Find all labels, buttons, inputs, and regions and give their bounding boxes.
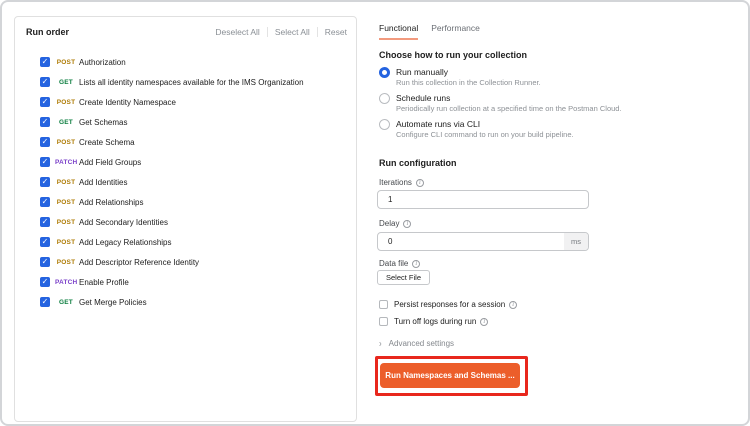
action-separator	[267, 27, 268, 37]
radio-selected-icon[interactable]	[379, 67, 390, 78]
request-row[interactable]	[40, 52, 350, 72]
option-label: Schedule runs	[396, 93, 451, 103]
checkbox-label	[394, 317, 488, 326]
request-checkbox[interactable]: ✓	[41, 117, 49, 126]
request-row[interactable]	[40, 72, 350, 92]
option-description: Run this collection in the Collection Runner.	[396, 78, 541, 87]
request-row[interactable]	[40, 272, 350, 292]
method-label: GET	[59, 298, 73, 306]
run-mode-option-schedule-runs	[379, 92, 744, 114]
request-row[interactable]	[40, 172, 350, 192]
request-name: Get Schemas	[79, 117, 128, 127]
request-row[interactable]	[40, 292, 350, 312]
method-label: POST	[56, 238, 76, 246]
request-checkbox[interactable]: ✓	[41, 237, 49, 246]
request-checkbox[interactable]: ✓	[41, 157, 49, 166]
info-icon[interactable]: i	[403, 220, 411, 228]
runner-settings-panel	[377, 2, 748, 424]
select-file-button[interactable]: Select File	[377, 270, 430, 285]
info-icon[interactable]: i	[480, 318, 488, 326]
tab-performance[interactable]: Performance	[431, 23, 480, 33]
info-icon[interactable]: i	[509, 301, 517, 309]
request-checkbox[interactable]: ✓	[41, 277, 49, 286]
info-icon[interactable]: i	[412, 260, 420, 268]
radio-row[interactable]	[379, 118, 744, 130]
iterations-input[interactable]	[378, 191, 588, 208]
request-name: Add Field Groups	[79, 157, 142, 167]
run-collection-button[interactable]: Run Namespaces and Schemas ...	[380, 363, 520, 388]
request-checkbox[interactable]: ✓	[41, 77, 49, 86]
request-name: Get Merge Policies	[79, 297, 147, 307]
request-name: Add Relationships	[79, 197, 144, 207]
delay-unit: ms	[564, 233, 588, 250]
option-description: Periodically run collection at a specified time on the Postman Cloud.	[396, 104, 622, 113]
request-checkbox[interactable]: ✓	[41, 197, 49, 206]
request-checkbox[interactable]: ✓	[41, 97, 49, 106]
request-checkbox[interactable]: ✓	[41, 217, 49, 226]
run-config-checkboxes	[379, 296, 517, 330]
method-label: GET	[59, 78, 73, 86]
info-icon[interactable]: i	[416, 179, 424, 187]
request-name: Add Secondary Identities	[79, 217, 168, 227]
run-order-title: Run order	[26, 27, 70, 37]
option-description: Configure CLI command to run on your build pipeline.	[396, 130, 574, 139]
request-row[interactable]	[40, 112, 350, 132]
delay-label-text: Delay	[379, 219, 400, 228]
run-order-header	[26, 25, 347, 39]
request-name: Add Identities	[79, 177, 128, 187]
data-file-label	[379, 259, 420, 268]
request-row[interactable]	[40, 92, 350, 112]
data-file-label-text: Data file	[379, 259, 409, 268]
advanced-settings-toggle[interactable]	[379, 339, 454, 348]
method-label: POST	[56, 218, 76, 226]
method-label: POST	[56, 58, 76, 66]
request-row[interactable]	[40, 212, 350, 232]
advanced-settings-label: Advanced settings	[388, 339, 455, 348]
run-mode-option-automate-runs-via-cli	[379, 118, 744, 140]
request-name: Add Descriptor Reference Identity	[79, 257, 200, 267]
select-all-link[interactable]: Select All	[274, 27, 310, 37]
method-label: POST	[56, 138, 76, 146]
method-label: POST	[56, 258, 76, 266]
request-name: Create Identity Namespace	[79, 97, 176, 107]
request-checkbox[interactable]: ✓	[41, 257, 49, 266]
request-list	[40, 52, 350, 312]
request-checkbox[interactable]: ✓	[41, 297, 49, 306]
radio-row[interactable]	[379, 66, 744, 78]
request-name: Add Legacy Relationships	[79, 237, 172, 247]
method-label: PATCH	[55, 278, 78, 286]
request-checkbox[interactable]: ✓	[41, 57, 49, 66]
method-label: POST	[56, 178, 76, 186]
radio-unselected-icon[interactable]	[379, 119, 390, 130]
checkbox[interactable]	[379, 300, 388, 309]
run-mode-option-run-manually	[379, 66, 744, 88]
checkbox-row-turn-off-logs-during-run[interactable]	[379, 313, 517, 330]
request-row[interactable]	[40, 252, 350, 272]
request-row[interactable]	[40, 152, 350, 172]
checkbox-label	[394, 300, 517, 309]
option-label: Automate runs via CLI	[396, 119, 481, 129]
request-row[interactable]	[40, 192, 350, 212]
method-label: POST	[56, 98, 76, 106]
iterations-label	[379, 178, 424, 187]
method-label: GET	[59, 118, 73, 126]
option-label: Run manually	[396, 67, 448, 77]
request-name: Create Schema	[79, 137, 135, 147]
run-order-actions	[215, 27, 347, 37]
radio-row[interactable]	[379, 92, 744, 104]
request-row[interactable]	[40, 232, 350, 252]
reset-link[interactable]: Reset	[324, 27, 347, 37]
checkbox-label-text: Persist responses for a session	[394, 300, 506, 309]
request-name: Authorization	[79, 57, 126, 67]
deselect-all-link[interactable]: Deselect All	[215, 27, 260, 37]
action-separator	[317, 27, 318, 37]
radio-unselected-icon[interactable]	[379, 93, 390, 104]
delay-input[interactable]	[378, 233, 564, 250]
iterations-label-text: Iterations	[379, 178, 412, 187]
tab-bar	[379, 23, 480, 40]
method-label: POST	[56, 198, 76, 206]
run-mode-heading: Choose how to run your collection	[379, 50, 528, 60]
delay-input-wrapper	[377, 232, 589, 251]
request-checkbox[interactable]: ✓	[41, 177, 49, 186]
request-row[interactable]	[40, 132, 350, 152]
run-configuration-heading: Run configuration	[379, 158, 457, 168]
run-mode-options	[379, 66, 744, 144]
tab-functional[interactable]: Functional	[379, 23, 418, 40]
delay-label	[379, 219, 411, 228]
checkbox-row-persist-responses-for-a-session[interactable]	[379, 296, 517, 313]
request-name: Enable Profile	[79, 277, 129, 287]
request-checkbox[interactable]: ✓	[41, 137, 49, 146]
iterations-input-wrapper	[377, 190, 589, 209]
checkbox[interactable]	[379, 317, 388, 326]
chevron-right-icon: ›	[379, 337, 382, 350]
request-name: Lists all identity namespaces available for the IMS Organization	[79, 77, 304, 87]
run-order-panel	[14, 16, 357, 422]
checkbox-label-text: Turn off logs during run	[394, 317, 477, 326]
method-label: PATCH	[55, 158, 78, 166]
